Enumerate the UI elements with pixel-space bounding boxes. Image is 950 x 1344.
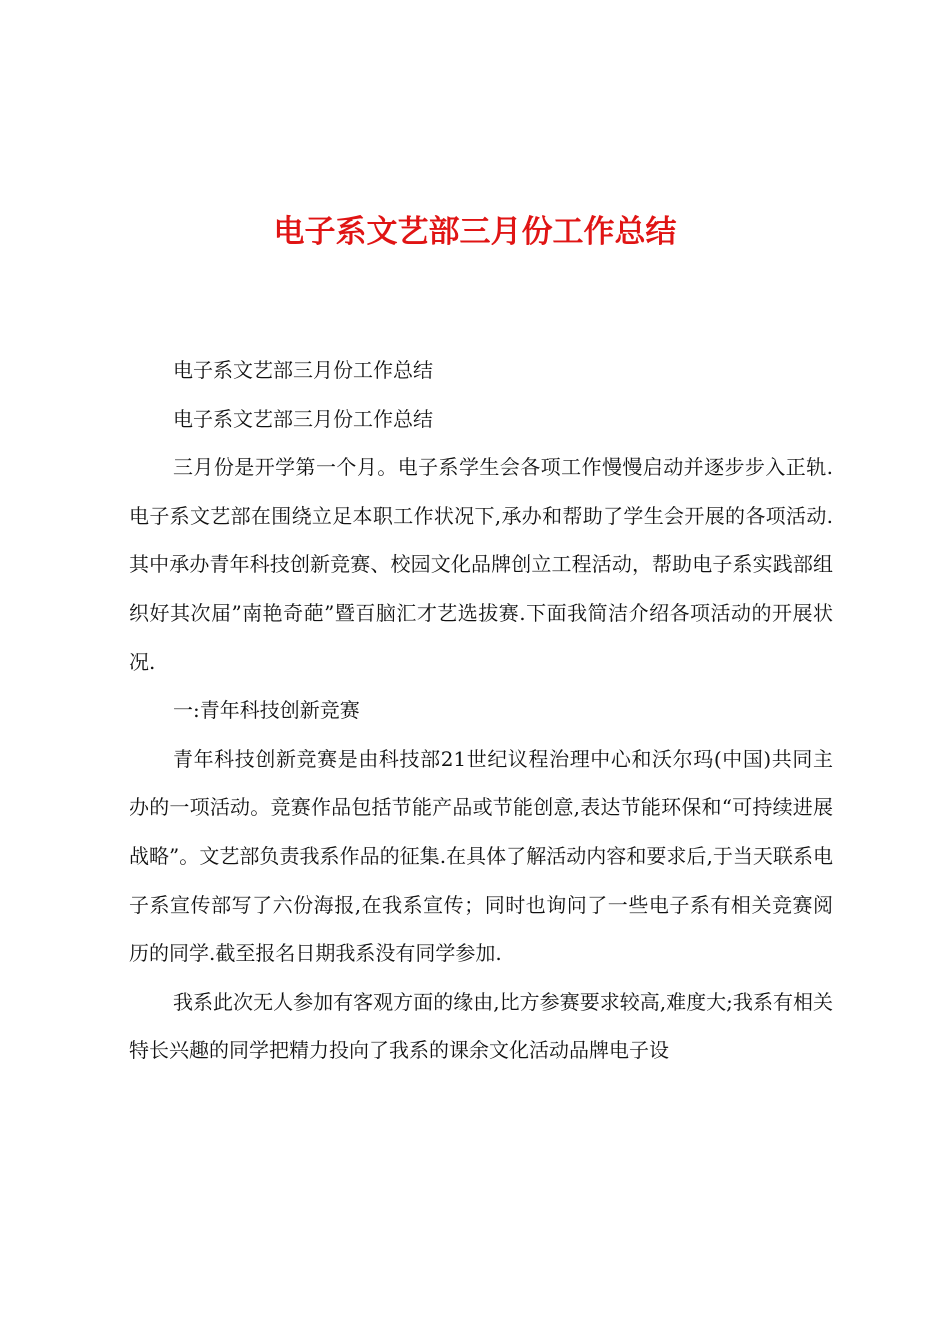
paragraph: 青年科技创新竞赛是由科技部21世纪议程治理中心和沃尔玛(中国)共同主办的一项活动。竞赛作品包括节能产品或节能创意,表达节能环保和“可持续进展战略”。文艺部负责我系作品的征集.在具体了解活动内容和要求后,于当天联系电子系宣传部写了六份海报,在我系宣传；同时也询问了一些电子系有相关竞赛阅历的同学.截至报名日期我系没有同学参加.	[129, 746, 833, 966]
paragraph: 电子系文艺部三月份工作总结	[173, 406, 433, 431]
document-title: 电子系文艺部三月份工作总结	[273, 214, 677, 250]
document-body	[129, 346, 833, 1075]
paragraph: 我系此次无人参加有客观方面的缘由,比方参赛要求较高,难度大;我系有相关特长兴趣的同学把精力投向了我系的课余文化活动品牌电子设	[129, 989, 833, 1063]
paragraph: 电子系文艺部三月份工作总结	[173, 358, 433, 382]
paragraph: 三月份是开学第一个月。电子系学生会各项工作慢慢启动并逐步步入正轨.电子系文艺部在围绕立足本职工作状况下,承办和帮助了学生会开展的各项活动.其中承办青年科技创新竞赛、校园文化品牌创立工程活动，帮助电子系实践部组织好其次届”南艳奇葩”暨百脑汇才艺选拔赛.下面我简洁介绍各项活动的开展状况.	[129, 455, 833, 674]
section-heading: 一:青年科技创新竞赛	[173, 698, 360, 723]
